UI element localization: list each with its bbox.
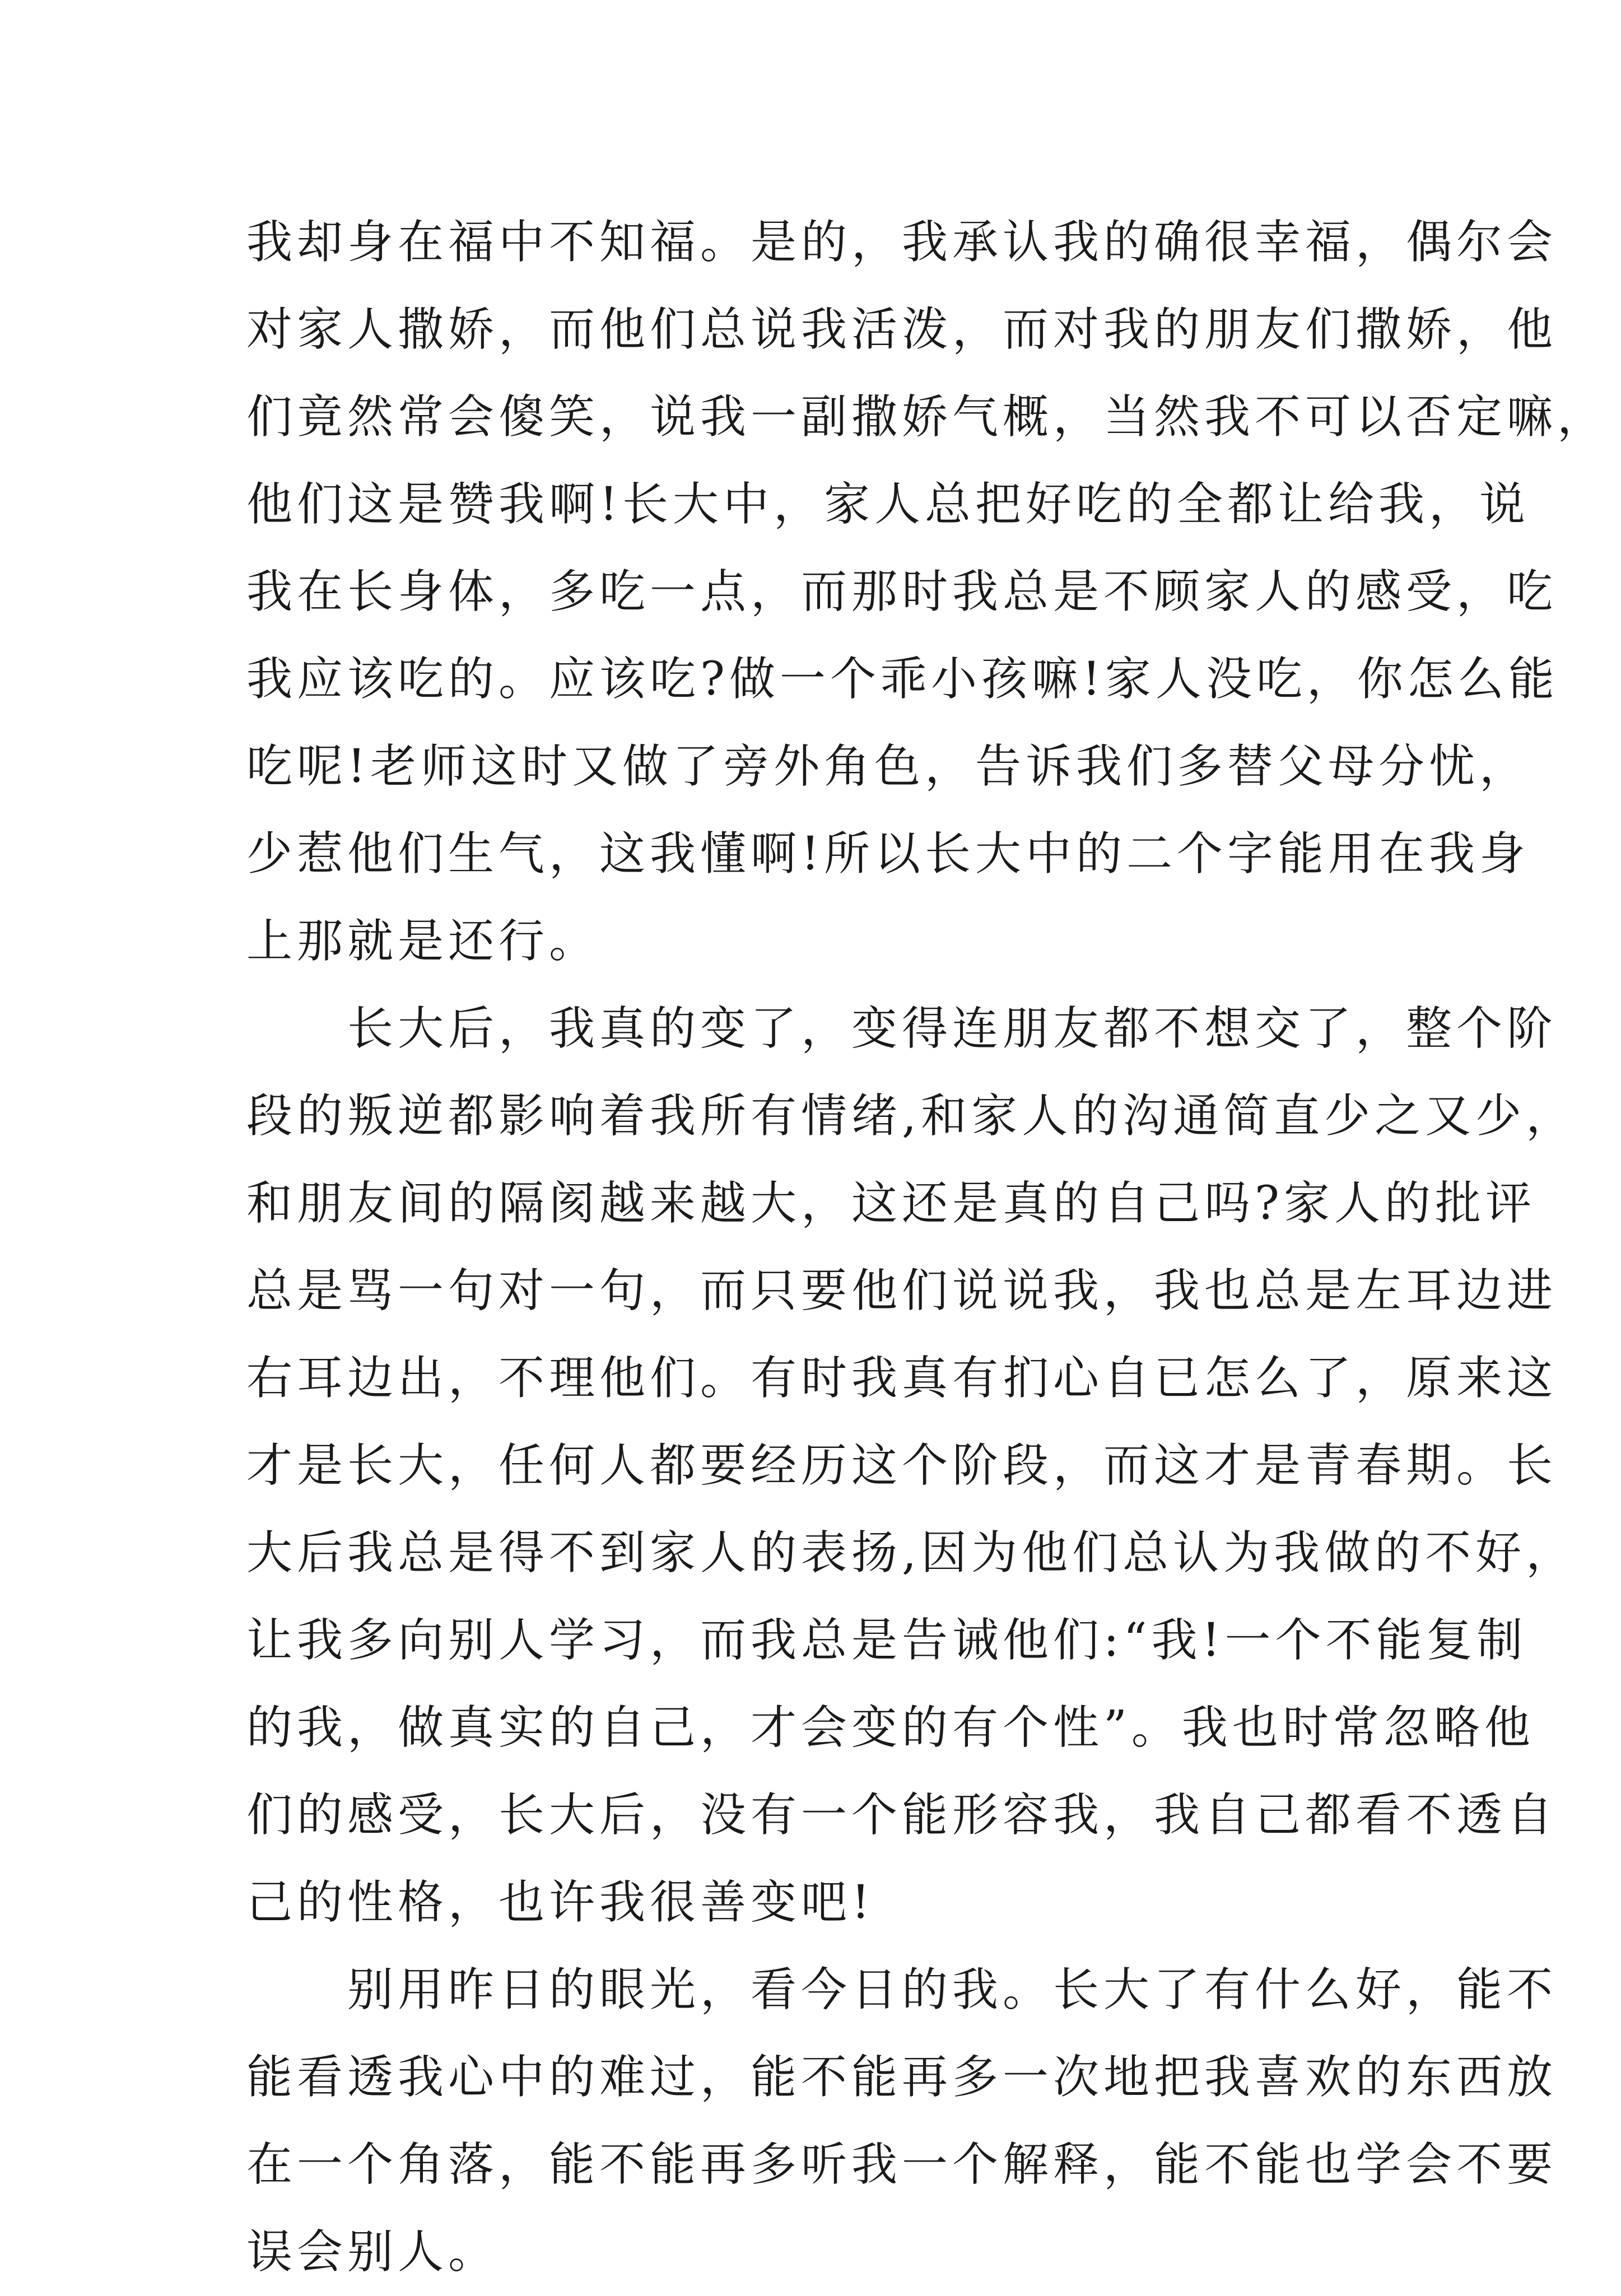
text-line: 段的叛逆都影响着我所有情绪,和家人的沟通简直少之又少， [246, 1089, 1577, 1143]
text-line: 才是长大，任何人都要经历这个阶段，而这才是青春期。长 [246, 1439, 1558, 1492]
text-line: 在一个角落，能不能再多听我一个解释，能不能也学会不要 [246, 2138, 1558, 2191]
text-line: 对家人撒娇，而他们总说我活泼，而对我的朋友们撒娇，他 [246, 303, 1558, 356]
text-line: 己的性格，也许我很善变吧! [246, 1876, 874, 1929]
text-line: 别用昨日的眼光，看今日的我。长大了有什么好，能不 [246, 1963, 1558, 2016]
text-line: 们竟然常会傻笑，说我一副撒娇气概，当然我不可以否定嘛， [246, 390, 1608, 444]
text-line: 我在长身体，多吃一点，而那时我总是不顾家人的感受，吃 [246, 565, 1558, 618]
text-line: 吃呢!老师这时又做了旁外角色，告诉我们多替父母分忧， [246, 740, 1530, 793]
text-line: 们的感受，长大后，没有一个能形容我，我自己都看不透自 [246, 1789, 1558, 1842]
text-line: 上那就是还行。 [246, 915, 600, 968]
text-line: 右耳边出，不理他们。有时我真有扪心自已怎么了，原来这 [246, 1352, 1558, 1405]
text-line: 少惹他们生气，这我懂啊!所以长大中的二个字能用在我身 [246, 827, 1530, 881]
text-line: 大后我总是得不到家人的表扬,因为他们总认为我做的不好， [246, 1526, 1577, 1580]
text-line: 能看透我心中的难过，能不能再多一次地把我喜欢的东西放 [246, 2051, 1558, 2104]
text-line: 让我多向别人学习，而我总是告诫他们:“我!一个不能复制 [246, 1614, 1527, 1667]
paragraph-1 [246, 199, 1608, 985]
text-line: 我却身在福中不知福。是的，我承认我的确很幸福，偶尔会 [246, 216, 1558, 269]
body-text [246, 199, 1608, 2296]
paragraph-2 [246, 985, 1577, 1946]
text-line: 和朋友间的隔阂越来越大，这还是真的自己吗?家人的批评 [246, 1177, 1536, 1230]
text-line: 他们这是赞我啊!长大中，家人总把好吃的全都让给我，说 [246, 478, 1530, 531]
text-line: 误会别人。 [246, 2225, 499, 2279]
text-line: 长大后，我真的变了，变得连朋友都不想交了，整个阶 [246, 1002, 1558, 1055]
text-line: 总是骂一句对一句，而只要他们说说我，我也总是左耳边进 [246, 1264, 1558, 1317]
paragraph-3 [246, 1946, 1558, 2296]
text-line: 的我，做真实的自己，才会变的有个性”。我也时常忽略他 [246, 1701, 1535, 1754]
text-line: 我应该吃的。应该吃?做一个乖小孩嘛!家人没吃，你怎么能 [246, 653, 1559, 706]
